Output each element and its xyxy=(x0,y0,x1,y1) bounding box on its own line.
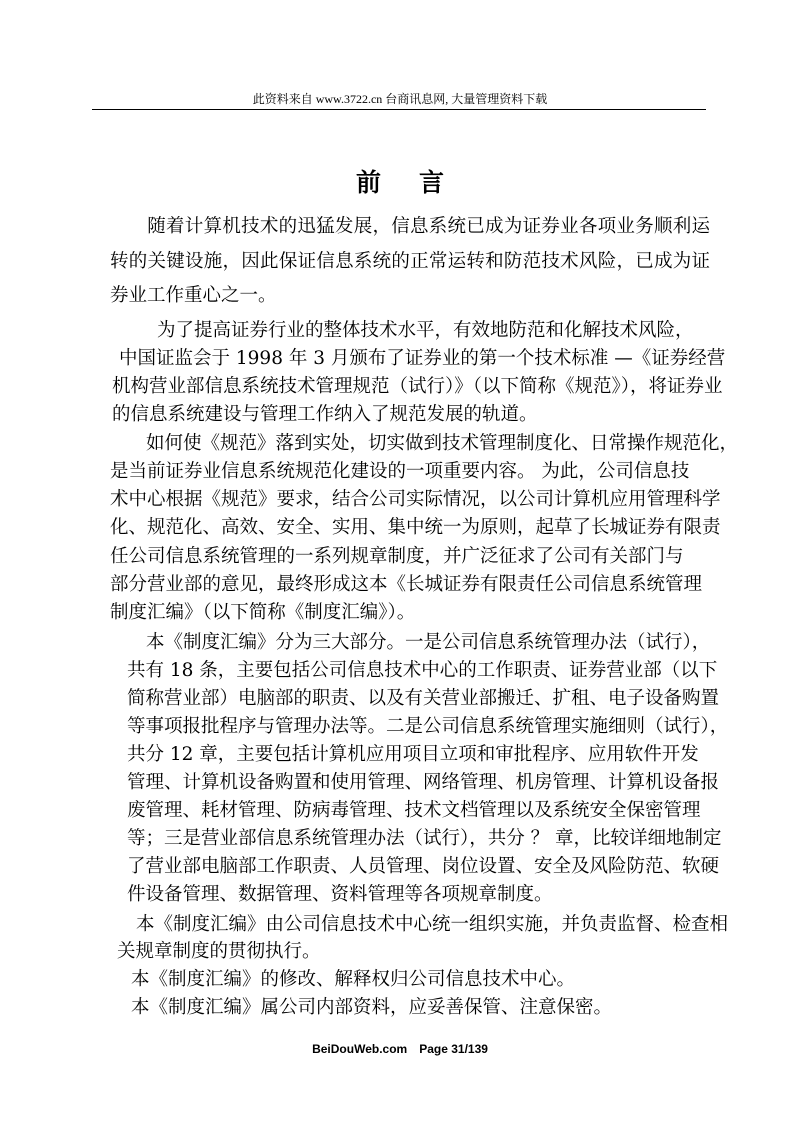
page-header: 此资料来自 www.3722.cn 台商讯息网, 大量管理资料下载 xyxy=(252,92,548,106)
paragraph-2-line: 机构营业部信息系统技术管理规范（试行）》（以下简称《规范》），将证券业 xyxy=(112,376,723,397)
paragraph-3-line: 是当前证券业信息系统规范化建设的一项重要内容。 为此，公司信息技 xyxy=(110,461,690,482)
paragraph-2-line: 的信息系统建设与管理工作纳入了规范发展的轨道。 xyxy=(112,404,538,425)
footer-site: BeiDouWeb.com xyxy=(312,1042,408,1056)
paragraph-4-line: 件设备管理、数据管理、资料管理等各项规章制度。 xyxy=(127,884,553,905)
paragraph-5-line: 关规章制度的贯彻执行。 xyxy=(117,941,321,962)
paragraph-3-line: 如何使《规范》落到实处，切实做到技术管理制度化、日常操作规范化， xyxy=(146,433,739,454)
paragraph-4-line: 了营业部电脑部工作职责、人员管理、岗位设置、安全及风险防范、软硬 xyxy=(127,856,720,877)
paragraph-2-line: 中国证监会于 1998 年 3 月颁布了证券业的第一个技术标准 —《证券经营 xyxy=(119,348,726,369)
paragraph-3-line: 术中心根据《规范》要求，结合公司实际情况，以公司计算机应用管理科学 xyxy=(110,489,721,510)
footer-page-number: Page 31/139 xyxy=(419,1042,488,1056)
paragraph-3-line: 部分营业部的意见，最终形成这本《长城证券有限责任公司信息系统管理 xyxy=(110,574,703,595)
paragraph-7: 本《制度汇编》属公司内部资料，应妥善保管、注意保密。 xyxy=(131,997,613,1018)
paragraph-5-line: 本《制度汇编》由公司信息技术中心统一组织实施，并负责监督、检查相 xyxy=(136,914,729,935)
paragraph-intro-text: 随着计算机技术的迅猛发展，信息系统已成为证券业各项业务顺利运转的关键设施，因此保证信息系统的正常运转和防范技术风险，已成为证券业工作重心之一。 xyxy=(110,216,710,306)
paragraph-3-line: 制度汇编》（以下简称《制度汇编》）。 xyxy=(110,602,416,623)
paragraph-4-line: 共分 12 章，主要包括计算机应用项目立项和审批程序、应用软件开发 xyxy=(127,744,699,765)
paragraph-4-line: 等事项报批程序与管理办法等。二是公司信息系统管理实施细则（试行）， xyxy=(127,716,729,737)
paragraph-intro xyxy=(110,210,710,314)
paragraph-4-line: 废管理、耗材管理、防病毒管理、技术文档管理以及系统安全保密管理 xyxy=(127,800,701,821)
paragraph-4-line: 共有 18 条，主要包括公司信息技术中心的工作职责、证券营业部（以下 xyxy=(127,660,718,681)
header-divider xyxy=(92,109,706,110)
paragraph-4-line: 简称营业部）电脑部的职责、以及有关营业部搬迁、扩租、电子设备购置 xyxy=(127,688,720,709)
paragraph-3-line: 任公司信息系统管理的一系列规章制度，并广泛征求了公司有关部门与 xyxy=(110,546,684,567)
paragraph-6: 本《制度汇编》的修改、解释权归公司信息技术中心。 xyxy=(131,969,576,990)
paragraph-2-line: 为了提高证券行业的整体技术水平，有效地防范和化解技术风险， xyxy=(157,320,694,341)
paragraph-4-line: 管理、计算机设备购置和使用管理、网络管理、机房管理、计算机设备报 xyxy=(127,772,720,793)
page-title: 前言 xyxy=(355,168,482,197)
page-footer xyxy=(0,1042,800,1056)
paragraph-3-line: 化、规范化、高效、安全、实用、集中统一为原则，起草了长城证券有限责 xyxy=(110,517,721,538)
paragraph-4-line: 本《制度汇编》分为三大部分。一是公司信息系统管理办法（试行）， xyxy=(146,632,711,653)
paragraph-4-line: 等；三是营业部信息系统管理办法（试行），共分 ？ 章，比较详细地制定 xyxy=(127,828,722,849)
